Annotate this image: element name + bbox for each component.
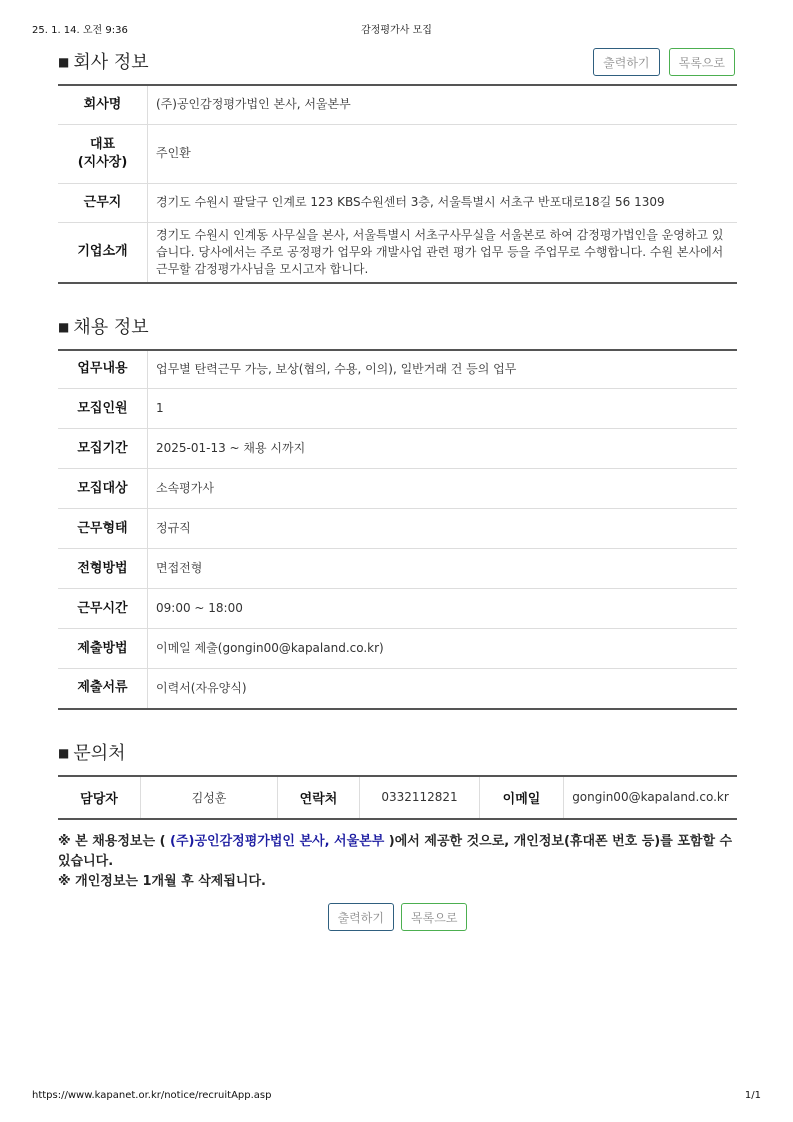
ceo-label: 대표 (지사장) [58,124,148,183]
phone-value: 0332112821 [360,776,480,819]
job-description-label: 업무내용 [58,350,148,389]
submission-method-value: 이메일 제출(gongin00@kapaland.co.kr) [148,629,738,669]
recruit-section-title: ■ 채용 정보 [58,316,149,338]
recruit-target-value: 소속평가사 [148,469,738,509]
square-bullet-icon: ■ [58,55,70,69]
page-url: https://www.kapanet.or.kr/notice/recruitApp.asp [32,1090,272,1101]
recruit-section-header [58,309,737,349]
recruit-detail [58,44,737,931]
print-button[interactable]: 출력하기 [593,48,659,76]
required-documents-label: 제출서류 [58,669,148,709]
recruit-period-value: 2025-01-13 ~ 채용 시까지 [148,429,738,469]
company-name-value: (주)공인감정평가법인 본사, 서울본부 [148,85,738,124]
required-documents-value: 이력서(자유양식) [156,680,247,695]
company-intro-label: 기업소개 [58,222,148,283]
list-button[interactable]: 목록으로 [669,48,735,76]
print-button[interactable]: 출력하기 [328,903,394,931]
manager-label: 담당자 [58,776,141,819]
company-section-title: ■ 회사 정보 [58,52,149,73]
selection-method-label: 전형방법 [58,549,148,589]
bottom-button-group [58,903,737,931]
employment-type-value: 정규직 [148,509,738,549]
notice-line-2: ※ 개인정보는 1개월 후 삭제됩니다. [58,873,266,889]
recruit-period-label: 모집기간 [58,429,148,469]
employment-type-label: 근무형태 [58,509,148,549]
email-label: 이메일 [480,776,564,819]
table-row [58,549,737,589]
contact-section-header [58,735,737,775]
table-row [58,124,737,183]
email-value: gongin00@kapaland.co.kr [572,790,729,804]
submission-method-label: 제출방법 [58,629,148,669]
table-row [58,509,737,549]
manager-value: 김성훈 [141,776,278,819]
phone-label: 연락처 [278,776,360,819]
workplace-label: 근무지 [58,183,148,222]
table-row [58,389,737,429]
work-hours-value: 09:00 ~ 18:00 [148,589,738,629]
company-name-label: 회사명 [58,85,148,124]
recruit-target-label: 모집대상 [58,469,148,509]
company-section-header [58,44,737,84]
square-bullet-icon: ■ [58,745,70,760]
notice-line-1: ※ 본 채용정보는 ( (주)공인감정평가법인 본사, 서울본부 )에서 제공한 것으로, 개인정보(휴대폰 번호 등)를 포함할 수 있습니다. [58,833,733,869]
table-row [58,222,737,283]
contact-section-title: ■ 문의처 [58,742,126,764]
print-datetime: 25. 1. 14. 오전 9:36 [32,25,128,36]
table-row [58,469,737,509]
table-row [58,85,737,124]
selection-method-value: 면접전형 [148,549,738,589]
top-button-group [589,48,735,76]
list-button[interactable]: 목록으로 [401,903,467,931]
table-row [58,629,737,669]
company-intro-value: 경기도 수원시 인계동 사무실을 본사, 서울특별시 서초구사무실을 서울본로 하여 감정평가법인을 운영하고 있습니다. 당사에서는 주로 공정평가 업무와 개발사업 관련 평가 업무 등을 주업무로 수행합니다. 수원 본사에서 근무할 감정평가사님을 모시고자 합니다. [156,227,724,276]
print-footer [32,1090,761,1104]
print-page-title: 감정평가사 모집 [361,25,432,36]
notice-company-name: (주)공인감정평가법인 본사, 서울본부 [170,833,385,849]
headcount-label: 모집인원 [58,389,148,429]
print-header [32,21,761,35]
table-row [58,669,737,709]
workplace-value: 경기도 수원시 팔달구 인계로 123 KBS수원센터 3층, 서울특별시 서초구 반포대로18길 56 1309 [148,183,738,222]
recruit-info-table [58,349,737,710]
job-description-value: 업무별 탄력근무 가능, 보상(협의, 수용, 이의), 일반거래 건 등의 업무 [148,350,738,389]
table-row [58,183,737,222]
page-number: 1/1 [744,1090,761,1101]
table-row [58,776,737,819]
contact-table [58,775,737,820]
square-bullet-icon: ■ [58,319,70,334]
table-row [58,429,737,469]
ceo-value: 주인환 [148,124,738,183]
privacy-notice [58,832,737,892]
table-row [58,589,737,629]
company-info-table [58,84,737,284]
work-hours-label: 근무시간 [58,589,148,629]
headcount-value: 1 [148,389,738,429]
table-row [58,350,737,389]
